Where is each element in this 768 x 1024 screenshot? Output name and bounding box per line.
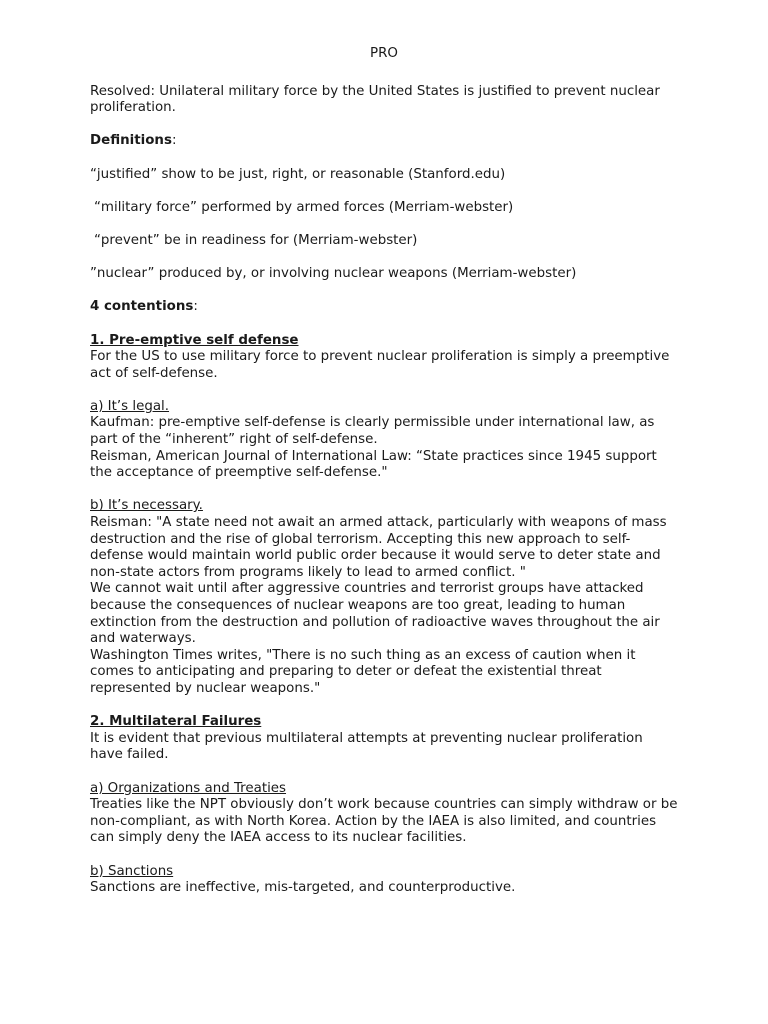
contention2-sub-b-text: Sanctions are ineffective, mis-targeted, and counterproductive. [90, 880, 516, 896]
contentions-heading: 4 contentions [90, 299, 194, 315]
contention1-sub-b-heading: b) It’s necessary. [90, 498, 203, 514]
document-title: PRO [370, 46, 398, 61]
definition-justified: “justified” show to be just, right, or reasonable (Stanford.edu) [90, 166, 506, 182]
contention2-sub-a-text: Treaties like the NPT obviously don’t work because countries can simply withdraw or be non-compliant, as with North Korea. Action by the IAEA is also limited, and countries can simply deny the IAEA access to its nuclear facilities. [90, 797, 678, 846]
contention1-sub-b-line: Washington Times writes, "There is no such thing as an excess of caution when it comes to anticipating and preparing to deter or defeat the existential threat represented by nuclear weapons." [90, 647, 636, 696]
contention1-sub-a-line: Reisman, American Journal of International Law: “State practices since 1945 support the acceptance of preemptive self-defense." [90, 448, 657, 481]
contention1-sub-b-line: Reisman: "A state need not await an armed attack, particularly with weapons of mass destruction and the rise of global terrorism. Accepting this new approach to self-defense would maintain world public order because it would serve to deter state and non-state actors from programs likely to lead to armed conflict. " [90, 515, 667, 580]
contention2-sub-a-heading: a) Organizations and Treaties [90, 780, 287, 796]
contention2-intro: It is evident that previous multilateral attempts at preventing nuclear proliferation have failed. [90, 730, 643, 763]
resolution-text: Resolved: Unilateral military force by the United States is justified to prevent nuclear proliferation. [90, 83, 660, 116]
contention2-sub-b-heading: b) Sanctions [90, 863, 174, 879]
definition-military-force: “military force” performed by armed forces (Merriam-webster) [94, 199, 514, 215]
contention1-intro: For the US to use military force to prevent nuclear proliferation is simply a preemptive act of self-defense. [90, 349, 670, 381]
definitions-colon: : [171, 133, 177, 149]
contentions-colon: : [193, 299, 198, 315]
contention1-heading: 1. Pre-emptive self defense [90, 332, 299, 348]
definition-prevent: “prevent” be in readiness for (Merriam-webster) [94, 232, 418, 248]
definitions-heading: Definitions [90, 133, 172, 149]
contention1-sub-a-heading: a) It’s legal. [90, 398, 170, 414]
contention1-sub-a-line: Kaufman: pre-emptive self-defense is clearly permissible under international law, as part of the “inherent” right of self-defense. [90, 415, 655, 448]
contentions-heading-line [90, 299, 678, 316]
definition-nuclear: ”nuclear” produced by, or involving nuclear weapons (Merriam-webster) [90, 266, 577, 282]
contention2-heading: 2. Multilateral Failures [90, 714, 262, 730]
contention1-sub-b-line: We cannot wait until after aggressive countries and terrorist groups have attacked because the consequences of nuclear weapons are too great, leading to human extinction from the destruction and pollution of radioactive waves throughout the air and waterways. [90, 581, 660, 647]
definitions-heading-line [90, 133, 678, 150]
